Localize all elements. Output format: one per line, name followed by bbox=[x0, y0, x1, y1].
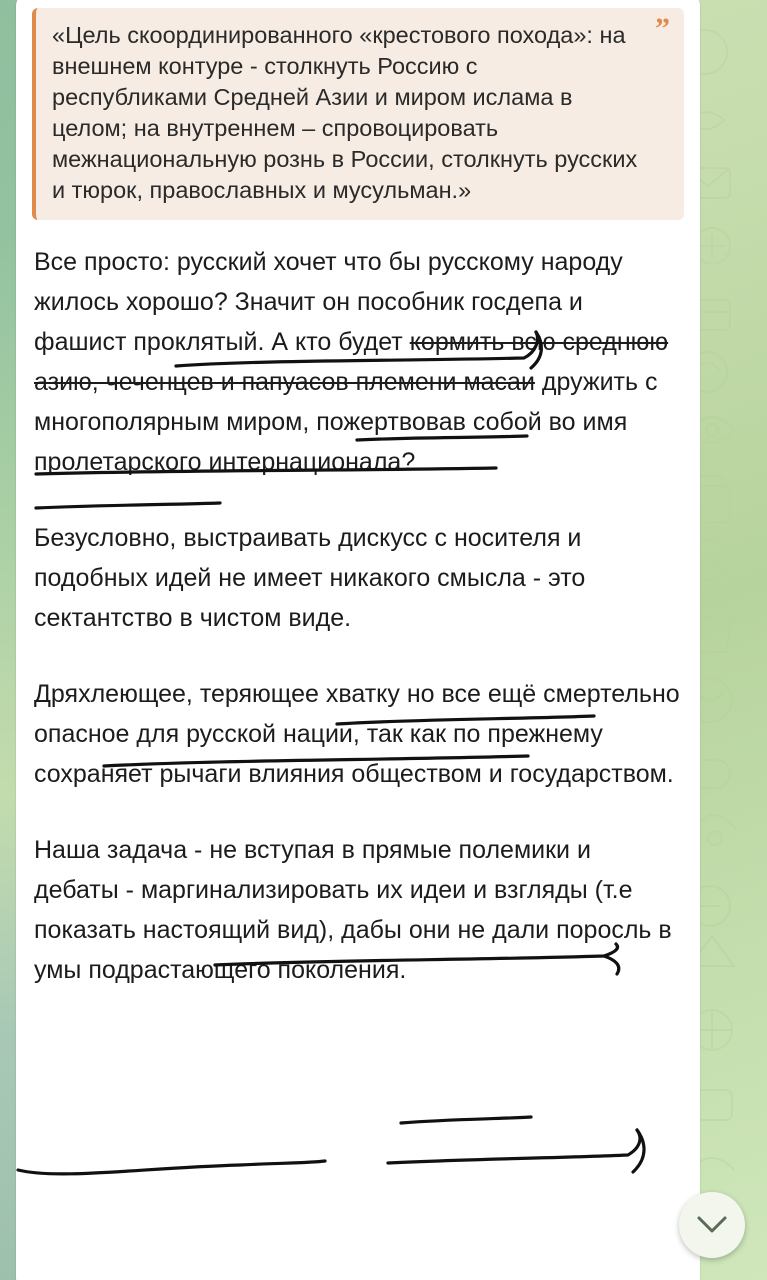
paragraph-1-run-3: дружить с многополярным миром, пожертвовав собой во имя пролетарского интернационала? bbox=[34, 368, 658, 476]
scroll-to-bottom-button[interactable] bbox=[679, 1192, 745, 1258]
quote-mark-icon: ” bbox=[655, 12, 670, 45]
paragraph-1-run-2-strikethrough: кормить всю среднюю азию, чеченцев и папуасов племени масаи bbox=[34, 328, 669, 396]
message-body bbox=[32, 242, 684, 990]
paragraph-4-run-1: Наша задача - не вступая в прямые полемики и дебаты - маргинализировать их идеи и взгляды (т.е показать настоящий вид), дабы они не дали поросль в умы подрастающего поколения. bbox=[34, 836, 672, 984]
paragraph-1-run-1: Все просто: русский хочет что бы русскому народу жилось хорошо? Значит он пособник госдепа и фашист проклятый. А кто будет bbox=[34, 248, 623, 356]
chevron-down-icon bbox=[697, 1216, 727, 1234]
paragraph-1 bbox=[34, 242, 682, 482]
paragraph-4 bbox=[34, 830, 682, 990]
message-bubble[interactable] bbox=[16, 0, 700, 1280]
paragraph-2-run-1: Безусловно, выстраивать дискусс с носителя и подобных идей не имеет никакого смысла - это сектантство в чистом виде. bbox=[34, 524, 586, 632]
paragraph-3 bbox=[34, 674, 682, 794]
paragraph-3-run-1: Дряхлеющее, теряющее хватку но все ещё смертельно опасное для русской нации, так как по прежнему сохраняет рычаги влияния обществом и государством. bbox=[34, 680, 680, 788]
quote-block bbox=[32, 8, 684, 220]
quote-text: «Цель скоординированного «крестового похода»: на внешнем контуре - столкнуть Россию с республиками Средней Азии и миром ислама в целом; на внутреннем – спровоцировать межнациональную рознь в России, столкнуть русских и тюрок, православных и мусульман.» bbox=[52, 22, 638, 203]
paragraph-2 bbox=[34, 518, 682, 638]
